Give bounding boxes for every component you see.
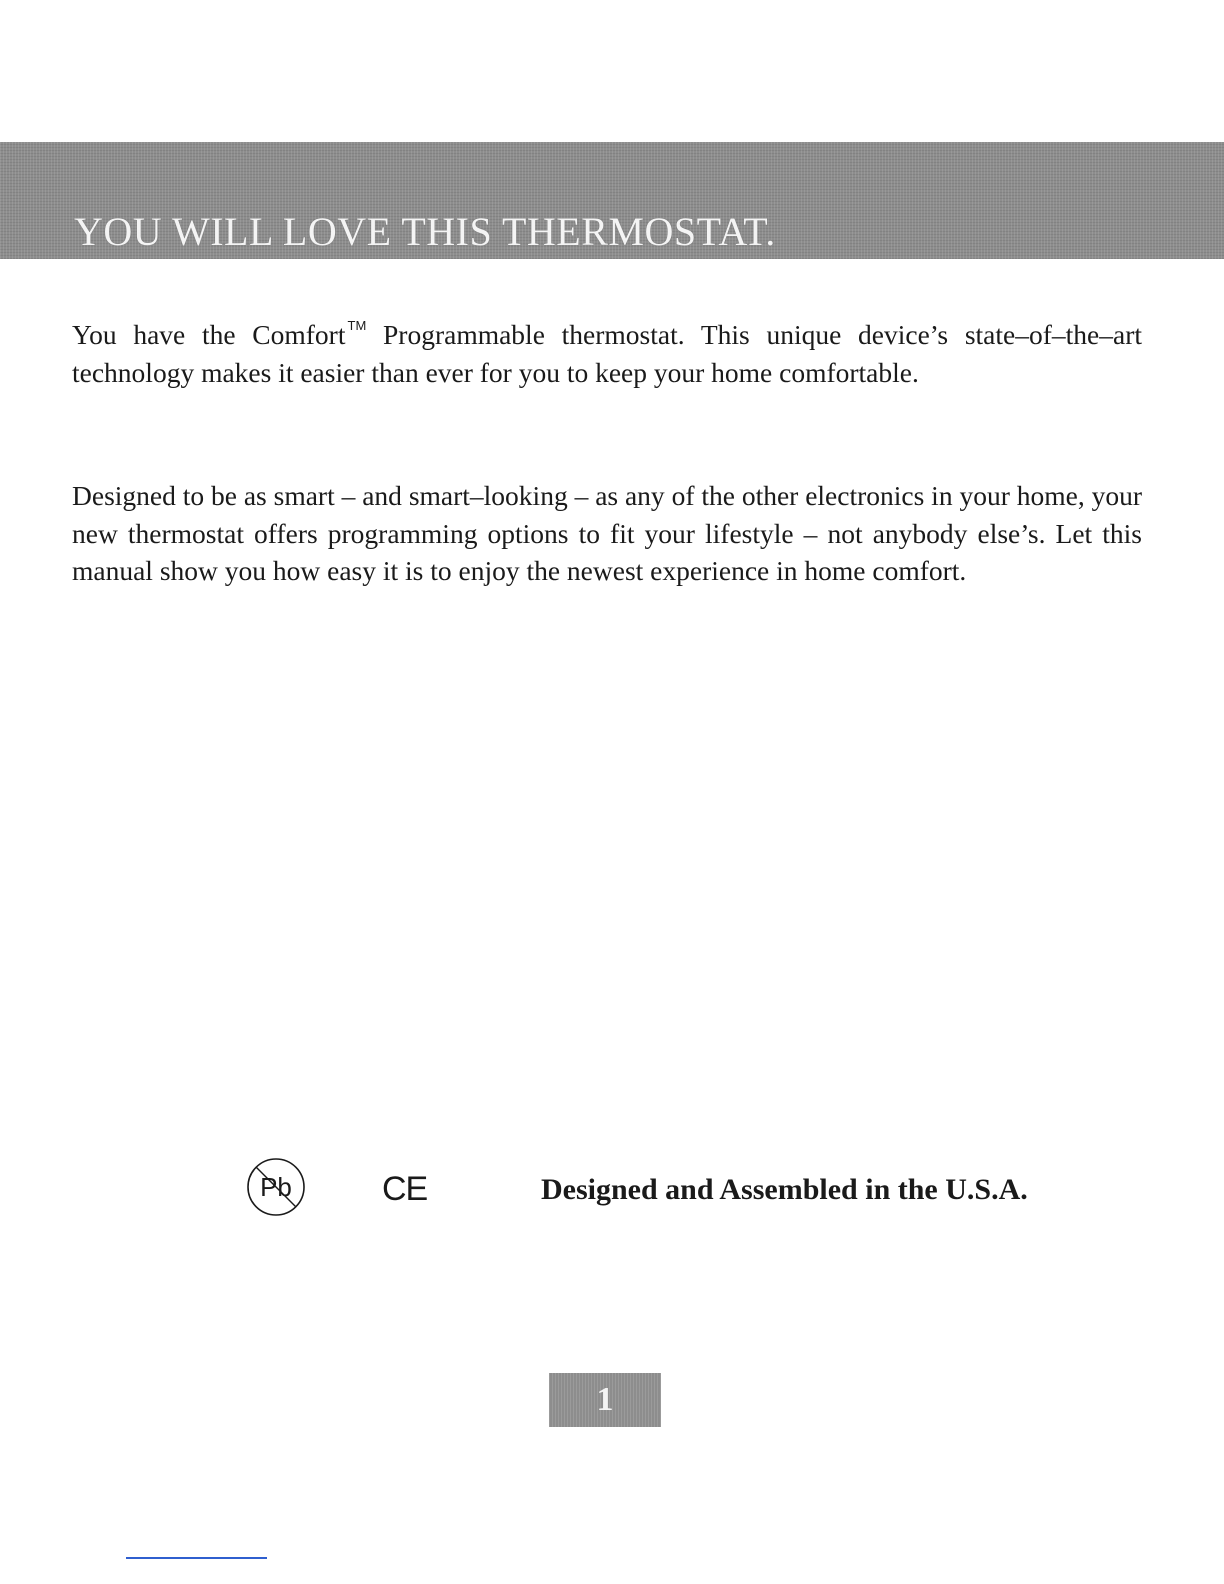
origin-statement: Designed and Assembled in the U.S.A. (541, 1173, 1028, 1206)
page-number: 1 (596, 1381, 614, 1418)
trademark-symbol: TM (347, 318, 367, 333)
lead-free-pb-icon (246, 1157, 306, 1217)
page-title: YOU WILL LOVE THIS THERMOSTAT. (74, 209, 776, 254)
intro-paragraph-2: Designed to be as smart – and smart–looking – as any of the other electronics in your home, your new thermostat offers programming options to fit your lifestyle – not anybody else’s. Let this manual show you how easy it is to enjoy the newest experience in home comfort. (72, 480, 1142, 586)
ce-mark-icon: CE (382, 1170, 428, 1208)
pb-mark-label: Pb (260, 1172, 292, 1202)
intro-paragraph-1 (72, 316, 1142, 391)
intro-text-after-tm: Programmable thermostat. This unique device’s state–of–the–art technology makes it easier than ever for you to keep your home comfortable. (72, 319, 1142, 388)
page-number-box (549, 1373, 661, 1427)
footer-rule (126, 1557, 267, 1559)
intro-text-before-tm: You have the Comfort (72, 319, 346, 350)
